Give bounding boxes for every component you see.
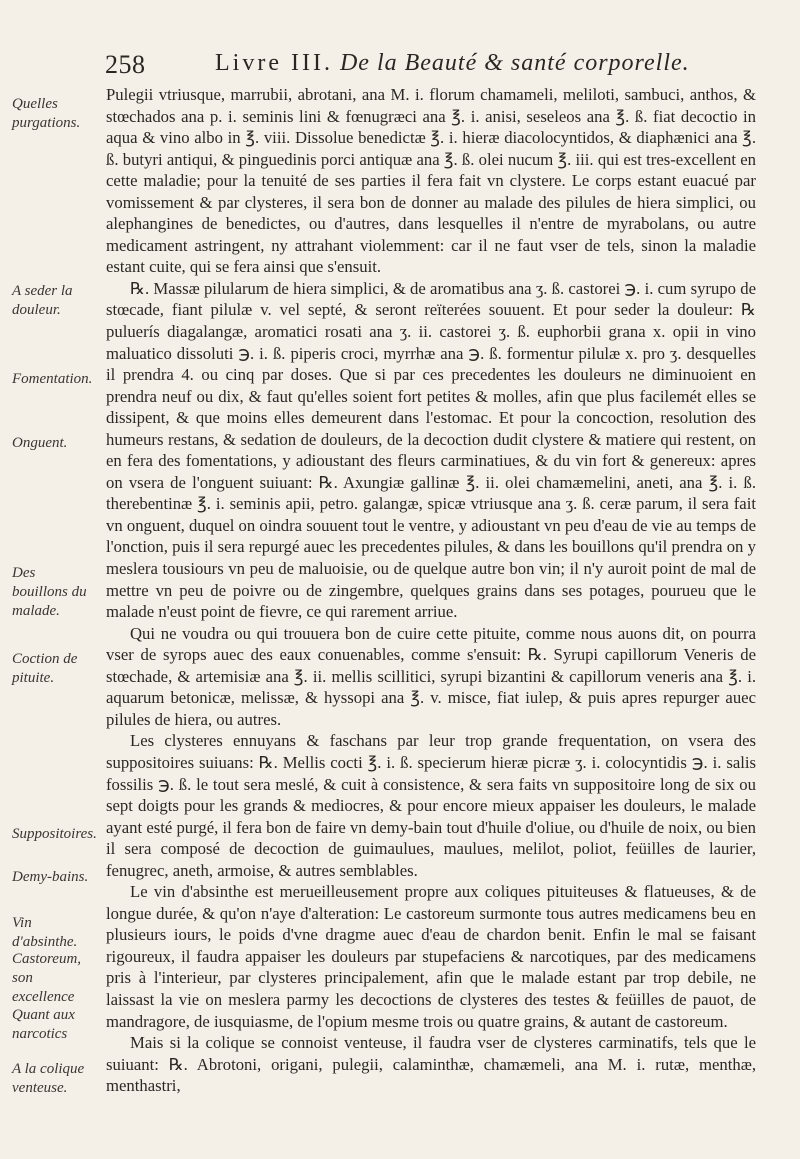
margin-note: Onguent.	[12, 435, 68, 451]
margin-note: Vin d'absinthe.	[12, 915, 78, 950]
book-label: Livre III.	[215, 50, 333, 76]
margin-note: Coction de pituite.	[12, 651, 78, 686]
paragraph: Les clysteres ennuyans & faschans par leur trop grande frequentation, on vsera des suppositoires suiuans: ℞. Mellis cocti ℥. i. ß. specierum hieræ picræ ʒ. i. colocyntidis ℈. i. salis fossilis ℈. ß. le tout sera meslé, & cuit à consistence, & sera faits vn suppositoire long de six ou sept doigts pour les grands & mediocres, & pour encore mieux appaiser les douleurs, le malade ayant esté purgé, il fera bon de faire vn demy-bain tout d'huile d'oliue, ou d'huile de noix, ou bien il sera composé de decoction de guimaulues, maulues, melilot, poliot, feüilles de laurier, fenugrec, aneth, armoise, & autres semblables.	[106, 731, 756, 880]
page-number: 258	[105, 50, 146, 79]
margin-note: Des bouillons du malade.	[12, 565, 87, 619]
margin-note: Quant aux narcotics	[12, 1007, 75, 1042]
margin-note: Fomentation.	[12, 371, 93, 387]
margin-note: Demy-bains.	[12, 869, 89, 885]
margin-note: A seder la douleur.	[12, 283, 73, 318]
paragraph: Pulegii vtriusque, marrubii, abrotani, ana M. i. florum chamameli, meliloti, sambuci, anthos, & stœchados ana p. i. seminis lini & fœnugræci ana ℥. i. anisi, seseleos ana ℥. ß. fiat decoctio in aqua & vino albo in ℥. viii. Dissolue benedictæ ℥. i. hieræ diacolocyntidos, & diaphænici ana ℥. ß. butyri antiqui, & pinguedinis porci antiquæ ana ℥. ß. olei nucum ℥. iii. qui est tres-excellent en cette maladie; pour la tenuité de ses parties il fera fait vn clystere. Le corps estant euacué par vomissement & par clysteres, il sera bon de donner au malade des pilules de hiera simplici, ou alephangines de benedictes, ou d'autres, dans lesquelles il n'entre de myrabolans, ou autre medicament astringent, ny attrahant violemment: car il ne faut vser de tels, sinon la maladie estant cuite, qui se fera ainsi que s'ensuit.	[106, 85, 756, 277]
paragraph: Mais si la colique se connoist venteuse, il faudra vser de clysteres carminatifs, tels que le suiuant: ℞. Abrotoni, origani, pulegii, calaminthæ, chamæmeli, ana M. i. rutæ, menthæ, menthastri,	[106, 1033, 756, 1096]
paragraph: ℞. Massæ pilularum de hiera simplici, & de aromatibus ana ʒ. ß. castorei ℈. i. cum syrupo de stœcade, fiant pilulæ v. vel septé, & seront reïterées souuent. Et pour seder la douleur: ℞ puluerís diagalangæ, aromatici rosati ana ʒ. ii. castorei ʒ. ß. euphorbii grana x. opii in vino maluatico dissoluti ℈. i. ß. piperis croci, myrrhæ ana ℈. ß. formentur pilulæ x. pro ʒ. desquelles il prendra 4. ou cinq par doses. Que si par ces precedentes les douleurs ne diminuoient en prendra neuf ou dix, & faut qu'elles soient fort petites & molles, afin que plus facilemét elles se dissipent, & que moins elles demeurent dans l'estomac. Et pour la concoction, resolution des humeurs restans, & sedation de douleurs, de la decoction dudit clystere & matiere qui restent, on en fera des fomentations, y adioustant des fleurs carminatiues, & du vin fort & genereux: apres on vsera de l'onguent suiuant: ℞. Axungiæ gallinæ ℥. ii. olei chamæmelini, aneti, ana ℥. i. ß. therebentinæ ℥. i. seminis apii, petro. galangæ, spicæ vtriusque ana ʒ. ß. ceræ parum, il sera fait vn onguent, duquel on oindra souuent tout le ventre, y adioustant vn peu d'eau de vie au temps de l'onction, puis il sera repurgé auec les precedentes pilules, & dans les bouillons qu'il prendra on y meslera tousiours vn peu de maluoisie, ou de quelque autre bon vin; il n'y auroit point de mal de mettre vn peu de poivre ou de zingembre, quelques grains dans ses potages, pourueu que le malade n'eust point de fievre, ce qui rarement arriue.	[106, 278, 756, 622]
running-title	[215, 50, 775, 77]
margin-note: Suppositoires.	[12, 826, 97, 842]
paragraph: Le vin d'absinthe est merueilleusement propre aux coliques pituiteuses & flatueuses, & de longue durée, & qu'on n'aye d'alteration: Le castoreum surmonte tous autres medicamens beu en plusieurs iours, le poids d'vne dragme auec d'eau de chardon benit. Enfin le mal se faisant rigoureux, il faudra appaiser les douleurs par stupefaciens & narcotiques, par des medicamens pris à l'interieur, par clysteres principalement, afin que le malade estant par trop debile, ne laissast la vie on meslera parmy les decoctions de clysteres des testes & feüilles de pauot, de mandragore, de iusquiasme, de l'opium mesme trois ou quatre grains, & autant de castoreum.	[106, 882, 756, 1031]
paragraph: Qui ne voudra ou qui trouuera bon de cuire cette pituite, comme nous auons dit, on pourra vser de syrops auec des eaux conuenables, comme s'ensuit: ℞. Syrupi capillorum Veneris de stœchade, & artemisiæ ana ℥. ii. mellis scillitici, syrupi bizantini & capillorum veneris ana ℥. i. aquarum betonicæ, melissæ, & hyssopi ana ℥. v. misce, fiat iulep, & puis apres repurger auec pilules de hiera, ou autres.	[106, 623, 756, 729]
margin-note: A la colique venteuse.	[12, 1061, 85, 1096]
margin-note: Quelles purgations.	[12, 96, 81, 131]
main-text	[106, 84, 756, 1097]
chapter-title: De la Beauté & santé corporelle.	[339, 50, 690, 76]
margin-note: Castoreum, son excellence	[12, 951, 82, 1005]
